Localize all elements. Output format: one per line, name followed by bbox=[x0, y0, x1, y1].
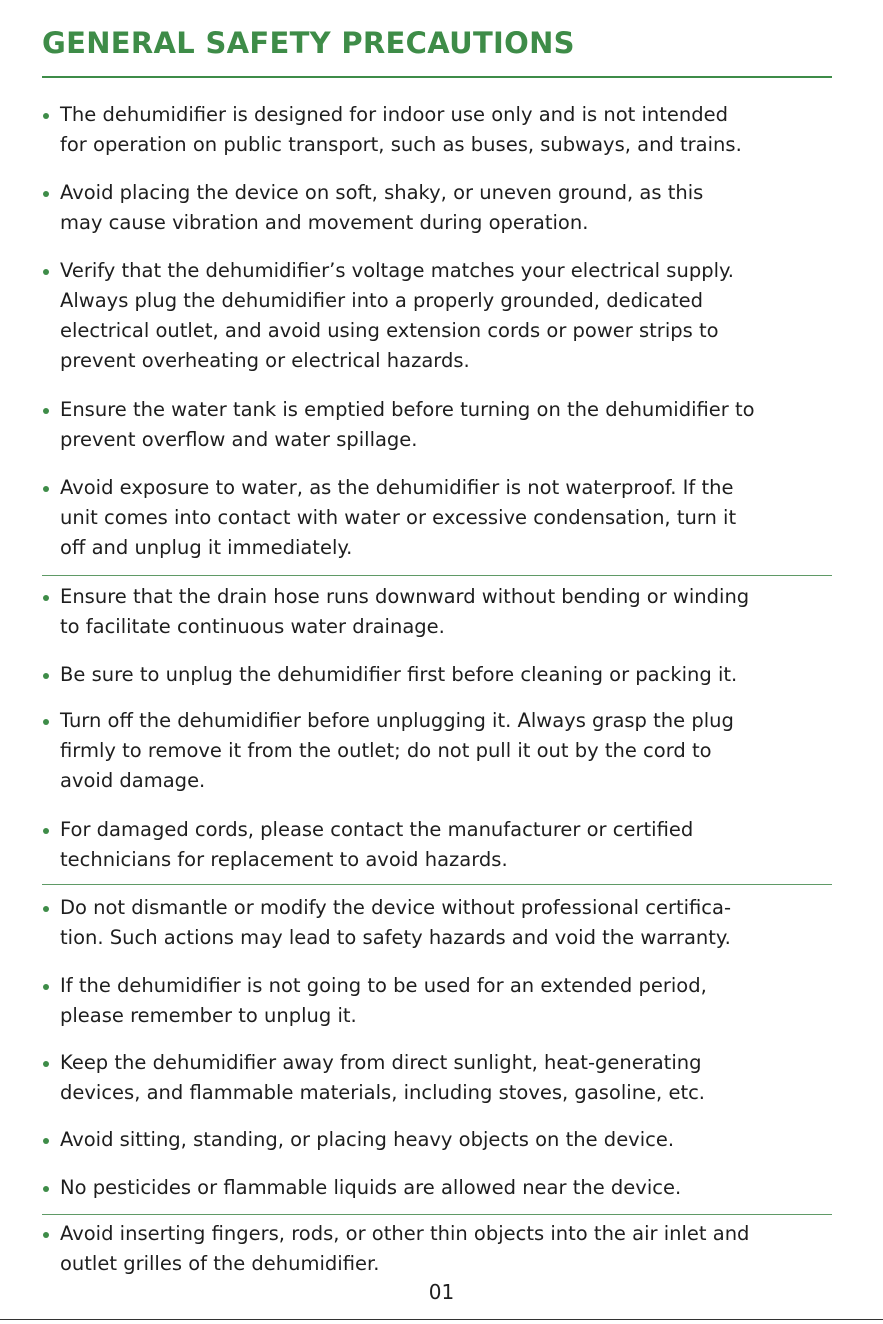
list-item bbox=[60, 1173, 850, 1203]
bullet-icon bbox=[43, 1186, 49, 1192]
list-item-text: outlet grilles of the dehumidifier. bbox=[60, 1252, 380, 1275]
list-item-text: prevent overheating or electrical hazards. bbox=[60, 349, 470, 372]
list-item-text: to facilitate continuous water drainage. bbox=[60, 615, 445, 638]
list-item bbox=[60, 395, 850, 455]
list-item bbox=[60, 473, 850, 563]
list-item-text: Avoid placing the device on soft, shaky, or uneven ground, as this bbox=[60, 181, 704, 204]
list-item-text: technicians for replacement to avoid hazards. bbox=[60, 848, 508, 871]
list-item-text: Be sure to unplug the dehumidifier first before cleaning or packing it. bbox=[60, 663, 738, 686]
list-item bbox=[60, 1125, 850, 1155]
page-bottom-border bbox=[0, 1319, 883, 1320]
list-item-text: Turn off the dehumidifier before unplugging it. Always grasp the plug bbox=[60, 709, 734, 732]
list-item-text: Always plug the dehumidifier into a properly grounded, dedicated bbox=[60, 289, 704, 312]
list-item-text: The dehumidifier is designed for indoor use only and is not intended bbox=[60, 103, 729, 126]
list-item bbox=[60, 815, 850, 875]
list-item-text: Verify that the dehumidifier’s voltage matches your electrical supply. bbox=[60, 259, 734, 282]
list-item-text: may cause vibration and movement during operation. bbox=[60, 211, 589, 234]
list-item-text: avoid damage. bbox=[60, 769, 206, 792]
list-item bbox=[60, 256, 850, 376]
list-item-text: For damaged cords, please contact the manufacturer or certified bbox=[60, 818, 694, 841]
list-item-text: No pesticides or flammable liquids are allowed near the device. bbox=[60, 1176, 682, 1199]
list-item-text: Avoid sitting, standing, or placing heavy objects on the device. bbox=[60, 1128, 675, 1151]
bullet-icon bbox=[43, 1232, 49, 1238]
list-item bbox=[60, 706, 850, 796]
list-item bbox=[60, 971, 850, 1031]
bullet-icon bbox=[43, 408, 49, 414]
list-item-text: Ensure that the drain hose runs downward without bending or winding bbox=[60, 585, 750, 608]
list-item-text: unit comes into contact with water or excessive condensation, turn it bbox=[60, 506, 737, 529]
bullet-icon bbox=[43, 1061, 49, 1067]
list-item bbox=[60, 1219, 850, 1279]
section-divider bbox=[42, 884, 832, 885]
list-item-text: for operation on public transport, such as buses, subways, and trains. bbox=[60, 133, 742, 156]
bullet-icon bbox=[43, 486, 49, 492]
page-title: GENERAL SAFETY PRECAUTIONS bbox=[42, 26, 575, 60]
section-divider bbox=[42, 575, 832, 576]
title-divider bbox=[42, 76, 832, 78]
bullet-icon bbox=[43, 113, 49, 119]
list-item-text: please remember to unplug it. bbox=[60, 1004, 357, 1027]
list-item bbox=[60, 100, 850, 160]
list-item-text: prevent overflow and water spillage. bbox=[60, 428, 418, 451]
bullet-icon bbox=[43, 595, 49, 601]
bullet-icon bbox=[43, 191, 49, 197]
bullet-icon bbox=[43, 906, 49, 912]
list-item bbox=[60, 660, 850, 690]
list-item-text: devices, and flammable materials, including stoves, gasoline, etc. bbox=[60, 1081, 706, 1104]
list-item-text: Keep the dehumidifier away from direct sunlight, heat-generating bbox=[60, 1051, 702, 1074]
bullet-icon bbox=[43, 828, 49, 834]
bullet-icon bbox=[43, 719, 49, 725]
list-item bbox=[60, 582, 850, 642]
bullet-icon bbox=[43, 1138, 49, 1144]
bullet-icon bbox=[43, 984, 49, 990]
list-item-text: Avoid exposure to water, as the dehumidifier is not waterproof. If the bbox=[60, 476, 734, 499]
list-item bbox=[60, 893, 850, 953]
section-divider bbox=[42, 1214, 832, 1215]
list-item bbox=[60, 178, 850, 238]
page-number: 01 bbox=[428, 1280, 455, 1304]
list-item-text: off and unplug it immediately. bbox=[60, 536, 353, 559]
list-item-text: tion. Such actions may lead to safety hazards and void the warranty. bbox=[60, 926, 731, 949]
list-item-text: Do not dismantle or modify the device without professional certifica- bbox=[60, 896, 732, 919]
bullet-icon bbox=[43, 673, 49, 679]
list-item-text: electrical outlet, and avoid using extension cords or power strips to bbox=[60, 319, 719, 342]
list-item-text: firmly to remove it from the outlet; do not pull it out by the cord to bbox=[60, 739, 712, 762]
list-item-text: Avoid inserting fingers, rods, or other thin objects into the air inlet and bbox=[60, 1222, 750, 1245]
bullet-icon bbox=[43, 269, 49, 275]
list-item bbox=[60, 1048, 850, 1108]
list-item-text: If the dehumidifier is not going to be used for an extended period, bbox=[60, 974, 707, 997]
list-item-text: Ensure the water tank is emptied before turning on the dehumidifier to bbox=[60, 398, 755, 421]
